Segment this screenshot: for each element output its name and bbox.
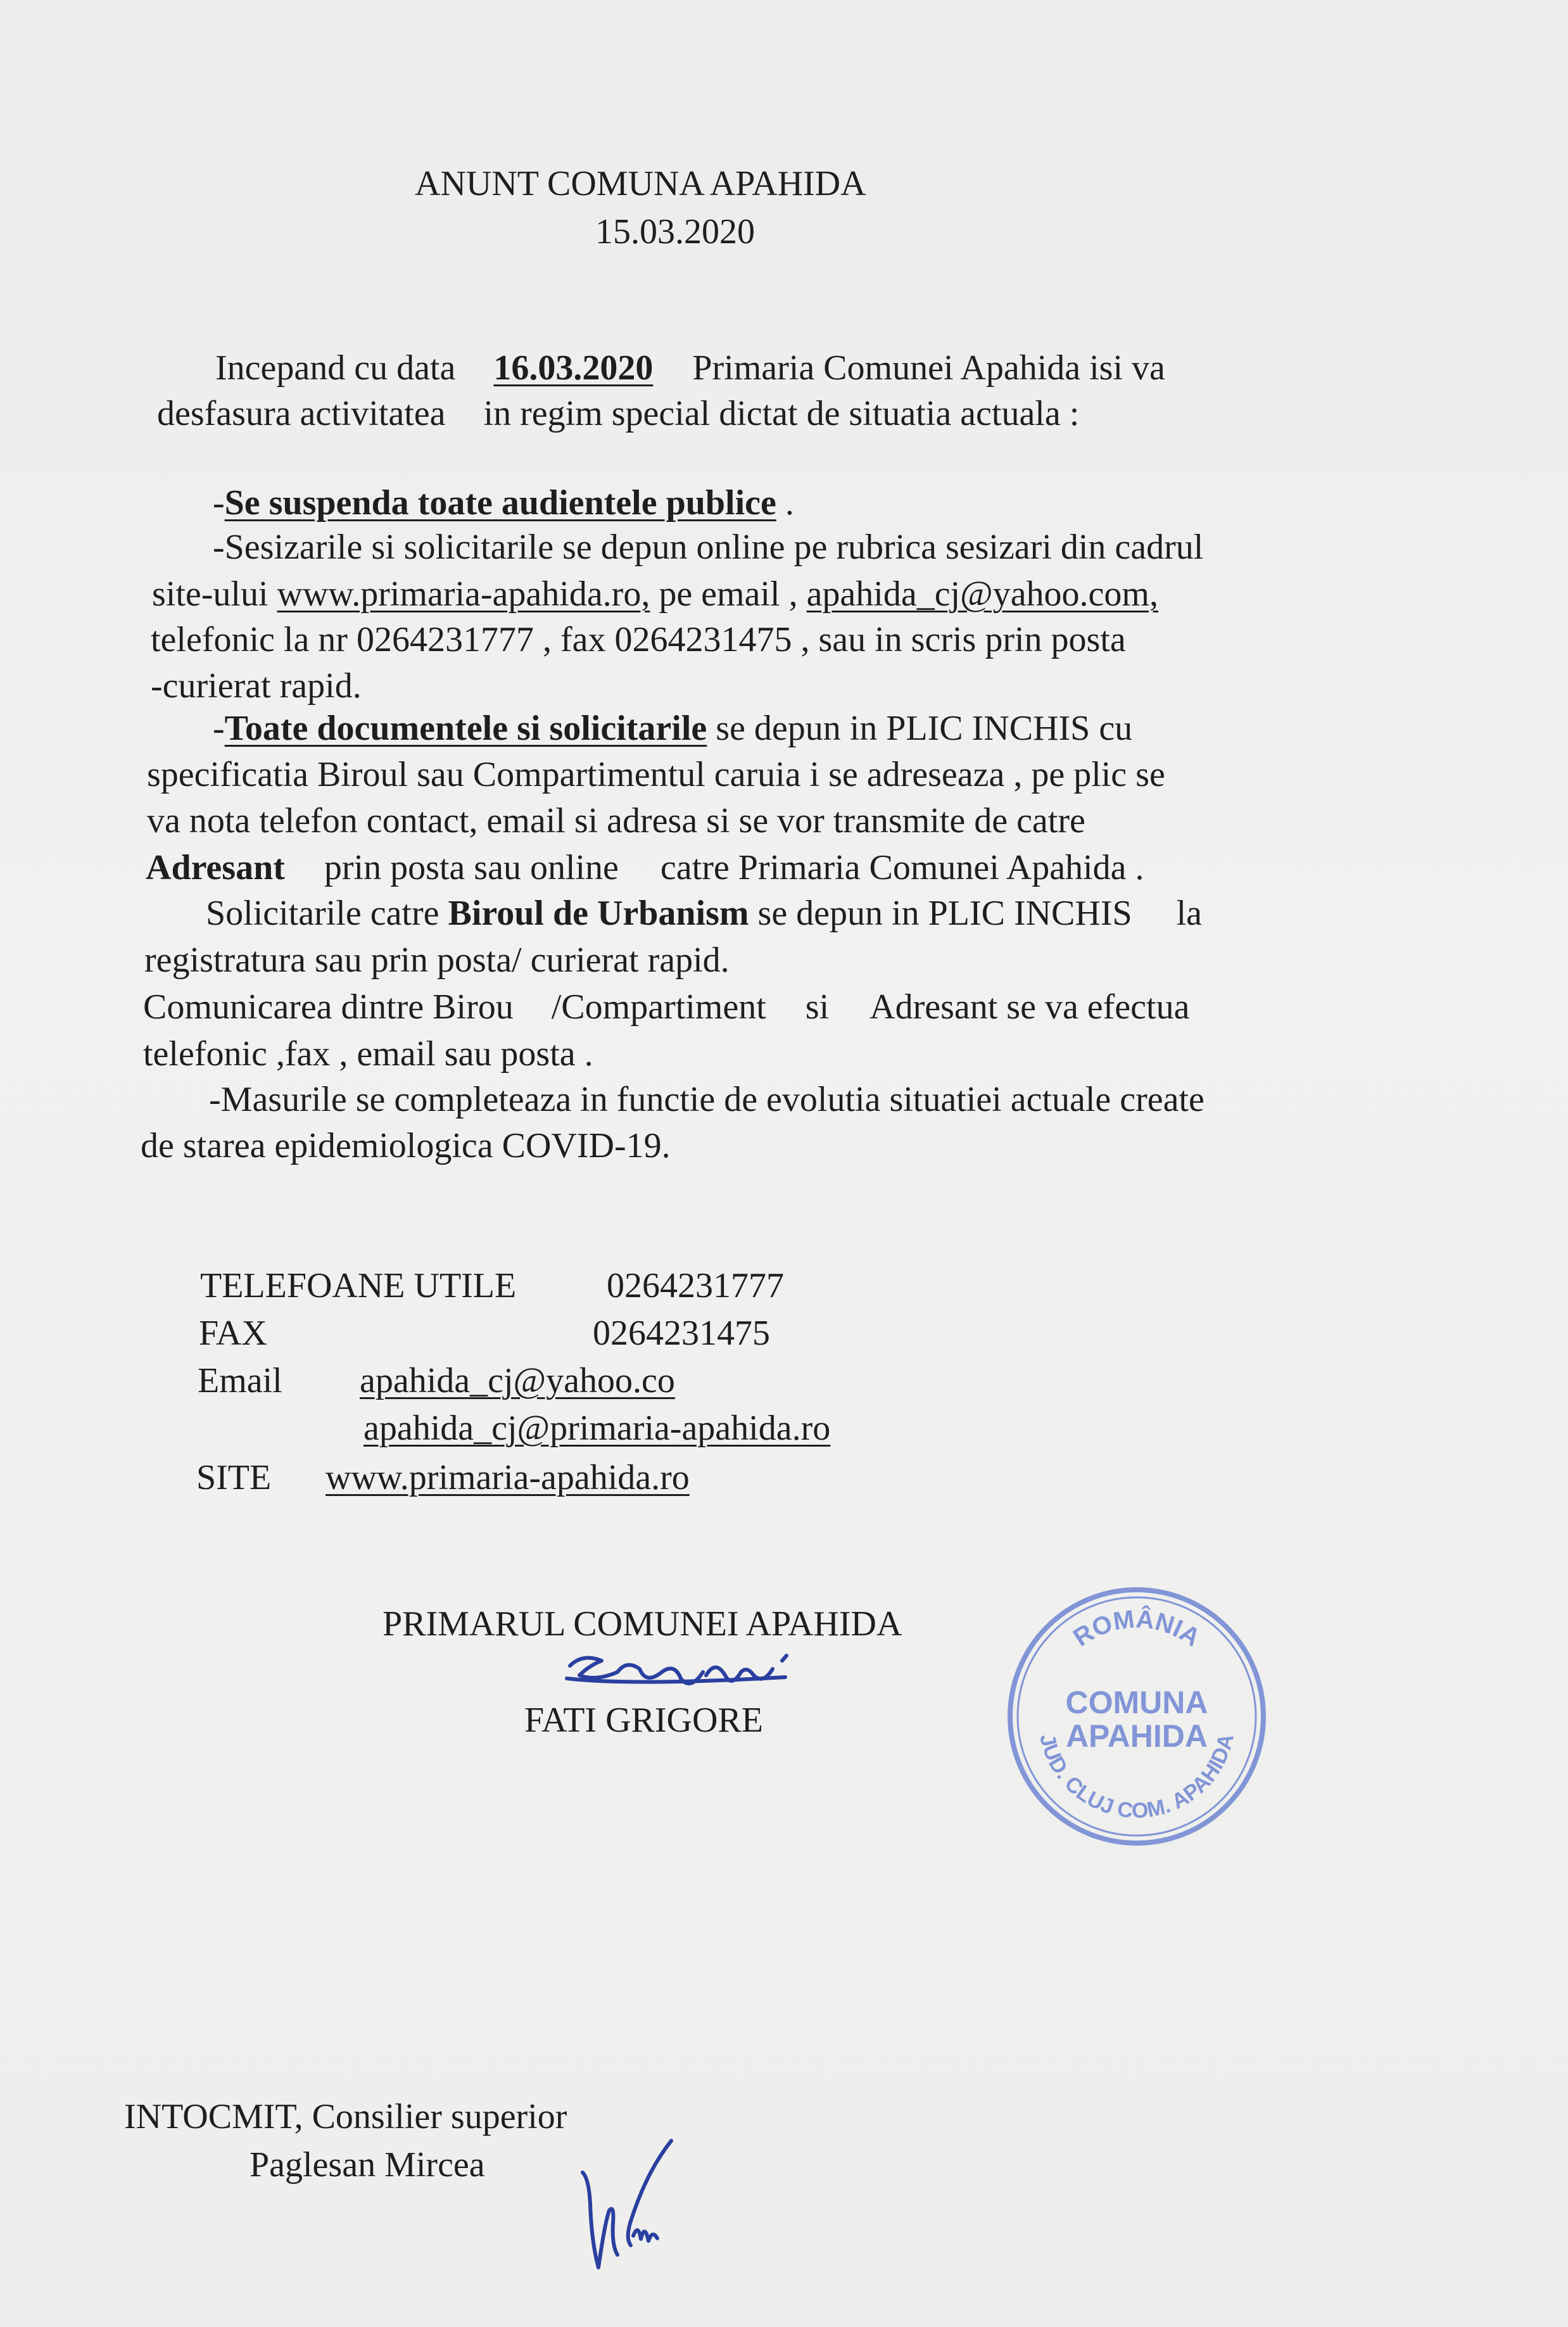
email-label: Email <box>198 1361 282 1400</box>
p4-line-2: registratura sau prin posta/ curierat rapid. <box>144 941 730 980</box>
mayor-name: FATI GRIGORE <box>524 1701 763 1740</box>
prepared-by-name: Paglesan Mircea <box>250 2145 485 2184</box>
intro-line-1: Incepand cu data 16.03.2020 Primaria Comunei Apahida isi va <box>215 348 1165 388</box>
p2-line-2: site-ului www.primaria-apahida.ro, pe email , apahida_cj@yahoo.com, <box>152 574 1158 614</box>
site-link[interactable]: www.primaria-apahida.ro, <box>277 574 650 614</box>
p4-line-1: Solicitarile catre Biroul de Urbanism se depun in PLIC INCHIS la <box>206 894 1203 933</box>
effective-date: 16.03.2020 <box>493 348 654 388</box>
document-date: 15.03.2020 <box>595 212 755 251</box>
p3-line-3: va nota telefon contact, email si adresa si se vor transmite de catre <box>147 801 1085 840</box>
email-link[interactable]: apahida_cj@yahoo.com, <box>806 574 1158 614</box>
fax-label: FAX <box>199 1314 267 1353</box>
p3-line-2: specificatia Biroul sau Compartimentul caruia i se adreseaza , pe plic se <box>147 755 1165 794</box>
official-stamp <box>1004 1583 1270 1849</box>
svg-text:ROMÂNIA: ROMÂNIA <box>1068 1605 1205 1652</box>
contact-site[interactable]: www.primaria-apahida.ro <box>326 1458 690 1497</box>
p6-line-2: de starea epidemiologica COVID-19. <box>141 1126 671 1165</box>
mayor-signature <box>557 1647 811 1716</box>
fax-number: 0264231475 <box>593 1314 770 1353</box>
phone-label: TELEFOANE UTILE <box>200 1266 517 1305</box>
p3-line-1: -Toate documentele si solicitarile se depun in PLIC INCHIS cu <box>213 709 1133 748</box>
svg-text:COMUNA: COMUNA <box>1065 1685 1208 1720</box>
svg-text:JUD. CLUJ COM. APAHIDA: JUD. CLUJ COM. APAHIDA <box>1035 1731 1239 1823</box>
p2-line-1: -Sesizarile si solicitarile se depun online pe rubrica sesizari din cadrul <box>213 528 1204 567</box>
author-signature <box>570 2128 697 2286</box>
mayor-title: PRIMARUL COMUNEI APAHIDA <box>383 1604 902 1644</box>
intro-line-2: desfasura activitatea in regim special dictat de situatia actuala : <box>157 394 1080 433</box>
contact-email-1[interactable]: apahida_cj@yahoo.co <box>360 1361 675 1400</box>
phone-number: 0264231777 <box>607 1266 784 1305</box>
paragraph-suspend: -Se suspenda toate audientele publice . <box>213 483 794 523</box>
prepared-by: INTOCMIT, Consilier superior <box>124 2097 567 2136</box>
p5-line-1: Comunicarea dintre Birou /Compartiment si Adresant se va efectua <box>143 987 1190 1027</box>
p5-line-2: telefonic ,fax , email sau posta . <box>143 1034 593 1074</box>
site-label: SITE <box>196 1458 272 1497</box>
p2-line-4: -curierat rapid. <box>151 666 362 706</box>
p2-line-3: telefonic la nr 0264231777 , fax 0264231475 , sau in scris prin posta <box>151 620 1126 659</box>
contact-email-2[interactable]: apahida_cj@primaria-apahida.ro <box>364 1409 831 1448</box>
p3-line-4: Adresant prin posta sau online catre Primaria Comunei Apahida . <box>146 848 1144 887</box>
document-title: ANUNT COMUNA APAHIDA <box>415 164 866 203</box>
p6-line-1: -Masurile se completeaza in functie de evolutia situatiei actuale create <box>209 1080 1204 1119</box>
svg-text:APAHIDA: APAHIDA <box>1065 1718 1208 1754</box>
